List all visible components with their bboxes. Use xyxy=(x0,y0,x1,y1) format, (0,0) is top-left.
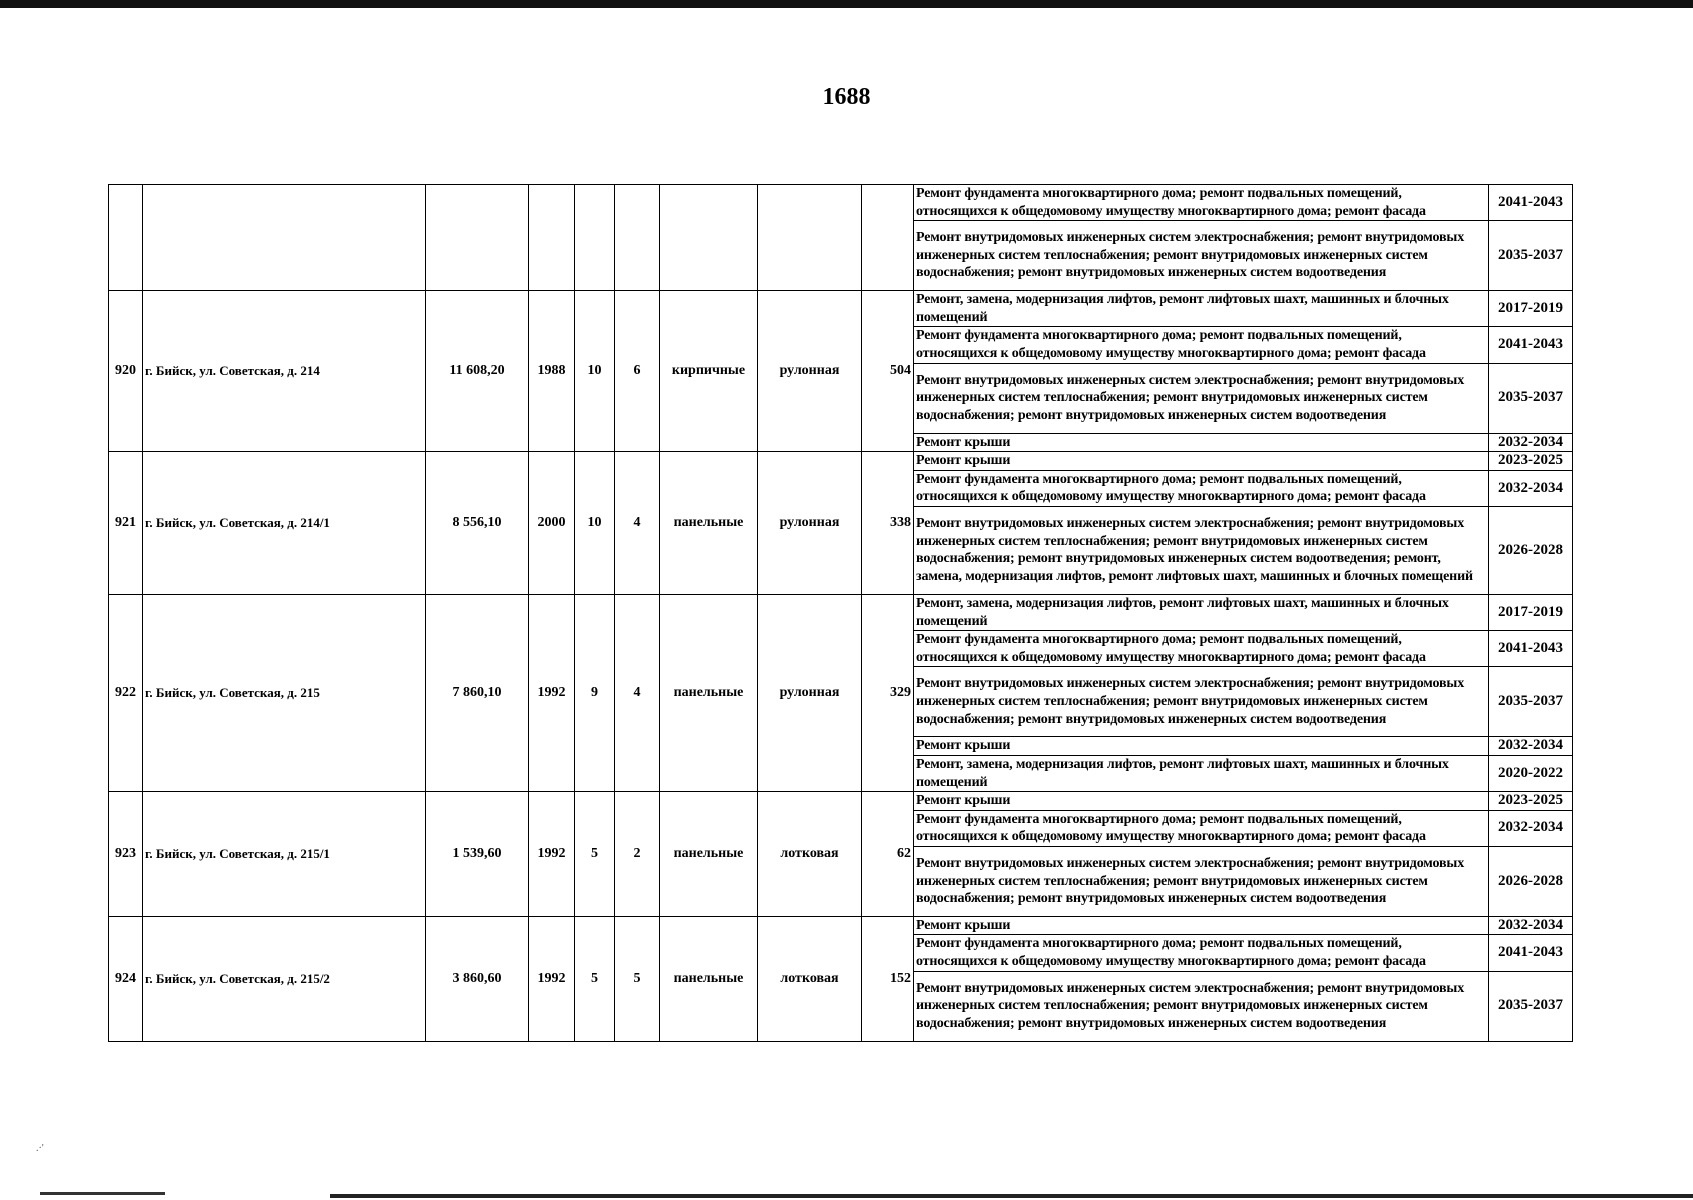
work-period-cell: 2041-2043 xyxy=(1489,327,1573,363)
work-period-cell: 2035-2037 xyxy=(1489,667,1573,737)
roof-type-cell: лотковая xyxy=(758,792,862,917)
table-body xyxy=(109,185,1573,1042)
table-row xyxy=(109,291,1573,327)
row-number-cell xyxy=(109,185,143,291)
wall-material-cell: панельные xyxy=(660,594,758,791)
address-cell: г. Бийск, ул. Советская, д. 215 xyxy=(143,594,426,791)
entrances-cell: 5 xyxy=(615,916,660,1041)
work-description-cell: Ремонт фундамента многоквартирного дома; ремонт подвальных помещений, относящихся к общедомовому имуществу многоквартирного дома; ремонт фасада xyxy=(914,185,1489,221)
work-period-cell: 2032-2034 xyxy=(1489,470,1573,506)
residents-cell: 329 xyxy=(862,594,914,791)
scan-edge-bottom xyxy=(330,1194,1693,1198)
row-number-cell: 923 xyxy=(109,792,143,917)
address-cell xyxy=(143,185,426,291)
address-cell: г. Бийск, ул. Советская, д. 215/2 xyxy=(143,916,426,1041)
roof-type-cell xyxy=(758,185,862,291)
wall-material-cell: кирпичные xyxy=(660,291,758,452)
entrances-cell: 4 xyxy=(615,452,660,595)
total-area-cell: 7 860,10 xyxy=(426,594,529,791)
total-area-cell: 8 556,10 xyxy=(426,452,529,595)
floors-cell: 5 xyxy=(575,916,615,1041)
work-period-cell: 2023-2025 xyxy=(1489,792,1573,811)
total-area-cell xyxy=(426,185,529,291)
build-year-cell: 1992 xyxy=(529,916,575,1041)
work-period-cell: 2023-2025 xyxy=(1489,452,1573,471)
build-year-cell xyxy=(529,185,575,291)
work-description-cell: Ремонт внутридомовых инженерных систем электроснабжения; ремонт внутридомовых инженерных систем теплоснабжения; ремонт внутридомовых инженерных систем водоснабжения; ремонт внутридомовых инженерных систем водоотведения xyxy=(914,363,1489,433)
work-period-cell: 2026-2028 xyxy=(1489,506,1573,594)
work-period-cell: 2035-2037 xyxy=(1489,221,1573,291)
table-row xyxy=(109,452,1573,471)
work-description-cell: Ремонт крыши xyxy=(914,916,1489,935)
work-description-cell: Ремонт внутридомовых инженерных систем электроснабжения; ремонт внутридомовых инженерных систем теплоснабжения; ремонт внутридомовых инженерных систем водоснабжения; ремонт внутридомовых инженерных систем водоотведения xyxy=(914,221,1489,291)
work-period-cell: 2020-2022 xyxy=(1489,755,1573,791)
work-period-cell: 2035-2037 xyxy=(1489,363,1573,433)
row-number-cell: 920 xyxy=(109,291,143,452)
roof-type-cell: рулонная xyxy=(758,594,862,791)
floors-cell: 10 xyxy=(575,291,615,452)
build-year-cell: 1992 xyxy=(529,792,575,917)
address-cell: г. Бийск, ул. Советская, д. 214/1 xyxy=(143,452,426,595)
address-cell: г. Бийск, ул. Советская, д. 214 xyxy=(143,291,426,452)
work-description-cell: Ремонт крыши xyxy=(914,737,1489,756)
address-cell: г. Бийск, ул. Советская, д. 215/1 xyxy=(143,792,426,917)
floors-cell: 9 xyxy=(575,594,615,791)
work-period-cell: 2032-2034 xyxy=(1489,737,1573,756)
work-description-cell: Ремонт фундамента многоквартирного дома; ремонт подвальных помещений, относящихся к общедомовому имуществу многоквартирного дома; ремонт фасада xyxy=(914,327,1489,363)
total-area-cell: 11 608,20 xyxy=(426,291,529,452)
work-description-cell: Ремонт фундамента многоквартирного дома; ремонт подвальных помещений, относящихся к общедомовому имуществу многоквартирного дома; ремонт фасада xyxy=(914,631,1489,667)
table-row xyxy=(109,185,1573,221)
scan-edge-top xyxy=(0,0,1693,8)
work-description-cell: Ремонт фундамента многоквартирного дома; ремонт подвальных помещений, относящихся к общедомовому имуществу многоквартирного дома; ремонт фасада xyxy=(914,935,1489,971)
floors-cell: 10 xyxy=(575,452,615,595)
build-year-cell: 1992 xyxy=(529,594,575,791)
work-description-cell: Ремонт крыши xyxy=(914,452,1489,471)
roof-type-cell: лотковая xyxy=(758,916,862,1041)
entrances-cell: 2 xyxy=(615,792,660,917)
table-row xyxy=(109,916,1573,935)
build-year-cell: 1988 xyxy=(529,291,575,452)
work-period-cell: 2032-2034 xyxy=(1489,916,1573,935)
work-period-cell: 2026-2028 xyxy=(1489,846,1573,916)
total-area-cell: 3 860,60 xyxy=(426,916,529,1041)
scan-speck: .·' xyxy=(36,1143,44,1154)
roof-type-cell: рулонная xyxy=(758,291,862,452)
row-number-cell: 924 xyxy=(109,916,143,1041)
wall-material-cell xyxy=(660,185,758,291)
work-period-cell: 2035-2037 xyxy=(1489,971,1573,1041)
work-period-cell: 2032-2034 xyxy=(1489,433,1573,452)
work-period-cell: 2017-2019 xyxy=(1489,594,1573,630)
table-row xyxy=(109,792,1573,811)
capital-repair-table xyxy=(108,184,1573,1042)
wall-material-cell: панельные xyxy=(660,916,758,1041)
page-number: 1688 xyxy=(822,84,871,110)
floors-cell: 5 xyxy=(575,792,615,917)
work-description-cell: Ремонт крыши xyxy=(914,433,1489,452)
work-description-cell: Ремонт, замена, модернизация лифтов, ремонт лифтовых шахт, машинных и блочных помещений xyxy=(914,594,1489,630)
row-number-cell: 922 xyxy=(109,594,143,791)
work-description-cell: Ремонт крыши xyxy=(914,792,1489,811)
floors-cell xyxy=(575,185,615,291)
work-period-cell: 2017-2019 xyxy=(1489,291,1573,327)
work-period-cell: 2041-2043 xyxy=(1489,935,1573,971)
work-description-cell: Ремонт фундамента многоквартирного дома; ремонт подвальных помещений, относящихся к общедомовому имуществу многоквартирного дома; ремонт фасада xyxy=(914,810,1489,846)
work-description-cell: Ремонт внутридомовых инженерных систем электроснабжения; ремонт внутридомовых инженерных систем теплоснабжения; ремонт внутридомовых инженерных систем водоснабжения; ремонт внутридомовых инженерных систем водоотведения xyxy=(914,667,1489,737)
wall-material-cell: панельные xyxy=(660,452,758,595)
work-period-cell: 2041-2043 xyxy=(1489,185,1573,221)
build-year-cell: 2000 xyxy=(529,452,575,595)
residents-cell xyxy=(862,185,914,291)
entrances-cell xyxy=(615,185,660,291)
residents-cell: 338 xyxy=(862,452,914,595)
work-description-cell: Ремонт внутридомовых инженерных систем электроснабжения; ремонт внутридомовых инженерных систем теплоснабжения; ремонт внутридомовых инженерных систем водоснабжения; ремонт внутридомовых инженерных систем водоотведения xyxy=(914,846,1489,916)
work-description-cell: Ремонт, замена, модернизация лифтов, ремонт лифтовых шахт, машинных и блочных помещений xyxy=(914,755,1489,791)
residents-cell: 152 xyxy=(862,916,914,1041)
residents-cell: 504 xyxy=(862,291,914,452)
wall-material-cell: панельные xyxy=(660,792,758,917)
table-row xyxy=(109,594,1573,630)
residents-cell: 62 xyxy=(862,792,914,917)
work-description-cell: Ремонт, замена, модернизация лифтов, ремонт лифтовых шахт, машинных и блочных помещений xyxy=(914,291,1489,327)
work-description-cell: Ремонт внутридомовых инженерных систем электроснабжения; ремонт внутридомовых инженерных систем теплоснабжения; ремонт внутридомовых инженерных систем водоснабжения; ремонт внутридомовых инженерных систем водоотведения xyxy=(914,971,1489,1041)
scan-edge-bottom-left xyxy=(40,1192,165,1195)
entrances-cell: 4 xyxy=(615,594,660,791)
row-number-cell: 921 xyxy=(109,452,143,595)
entrances-cell: 6 xyxy=(615,291,660,452)
total-area-cell: 1 539,60 xyxy=(426,792,529,917)
roof-type-cell: рулонная xyxy=(758,452,862,595)
work-period-cell: 2032-2034 xyxy=(1489,810,1573,846)
work-description-cell: Ремонт внутридомовых инженерных систем электроснабжения; ремонт внутридомовых инженерных систем теплоснабжения; ремонт внутридомовых инженерных систем водоснабжения; ремонт внутридомовых инженерных систем водоотведения; ремонт, замена, модернизация лифтов, ремонт лифтовых шахт, машинных и блочных помещений xyxy=(914,506,1489,594)
work-description-cell: Ремонт фундамента многоквартирного дома; ремонт подвальных помещений, относящихся к общедомовому имуществу многоквартирного дома; ремонт фасада xyxy=(914,470,1489,506)
work-period-cell: 2041-2043 xyxy=(1489,631,1573,667)
